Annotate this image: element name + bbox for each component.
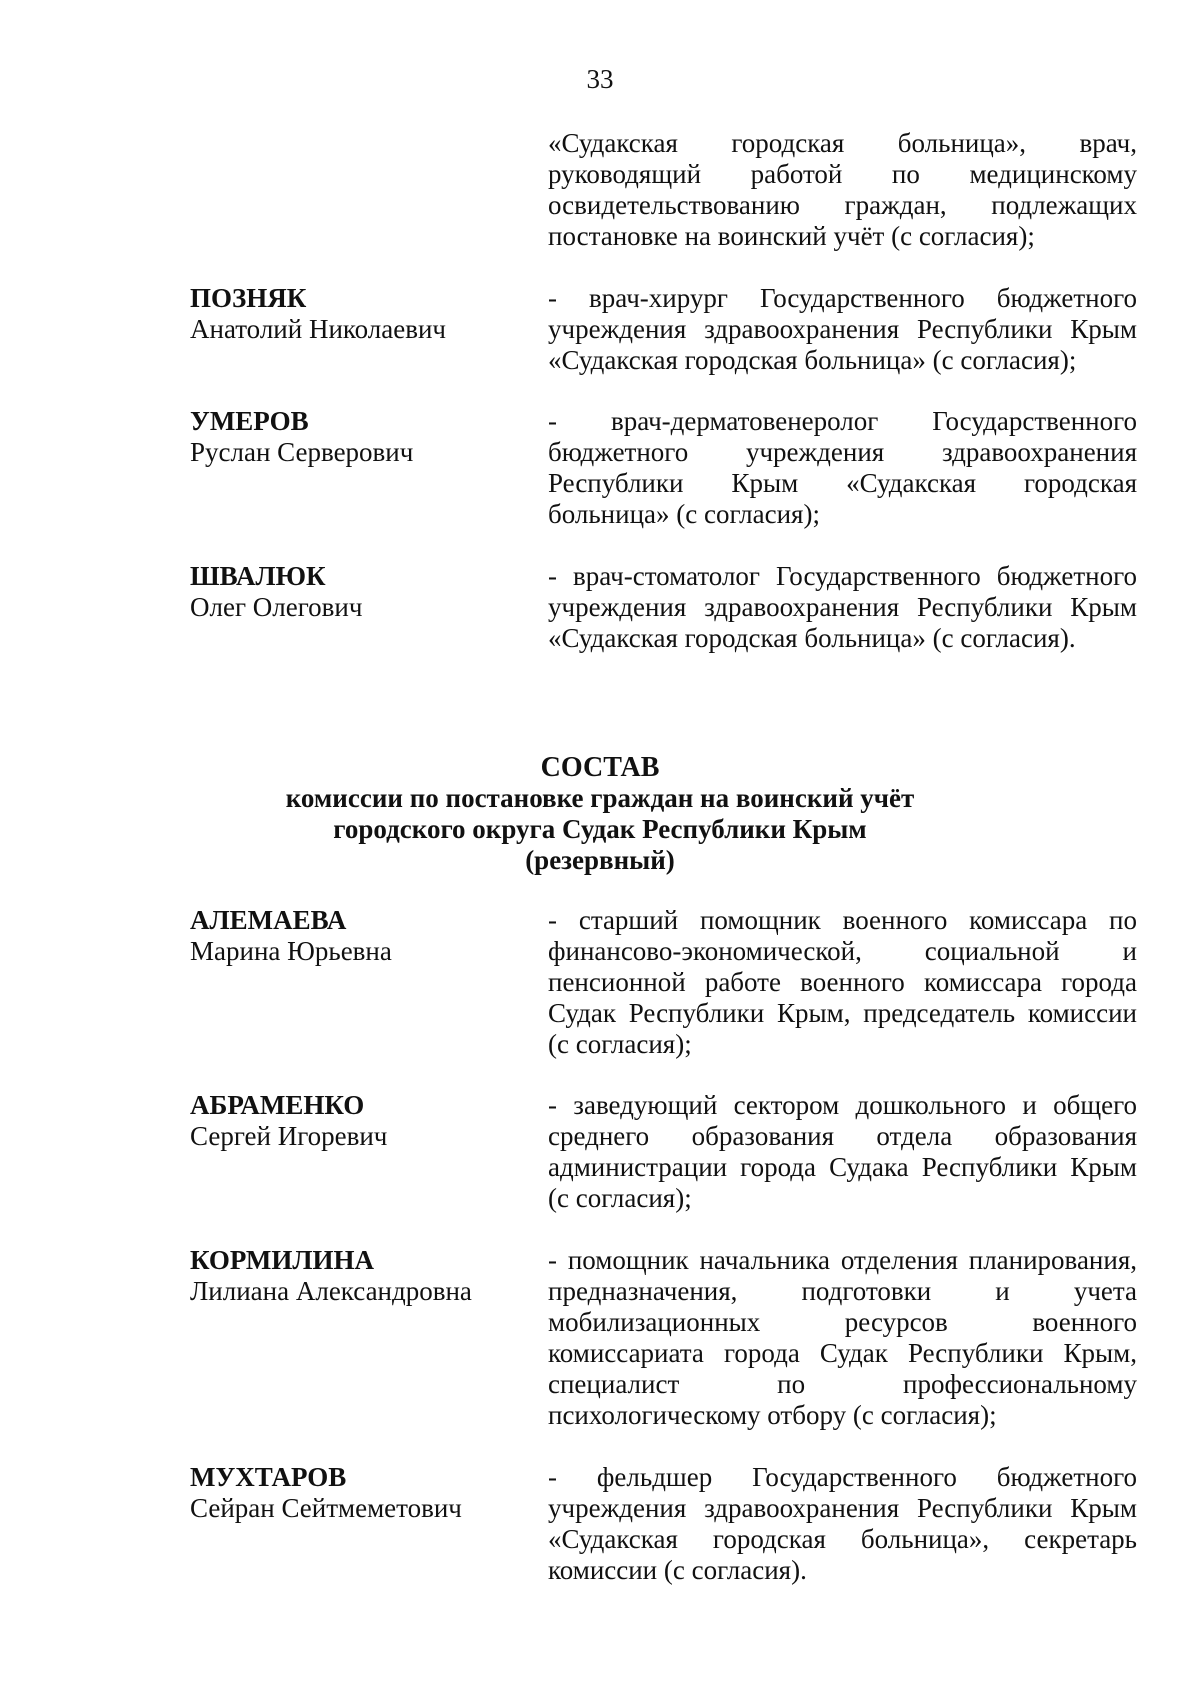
- member-role: - старший помощник военного комиссара по финансово-экономической, социальной и пенсионной работе военного комиссара города Судак Республики Крым, председатель комиссии (с согласия);: [548, 905, 1137, 1059]
- member-entry: [190, 406, 530, 468]
- member-entry: [190, 1245, 530, 1307]
- member-surname: УМЕРОВ: [190, 406, 309, 436]
- section-subtitle-line2: городского округа Судак Республики Крым: [333, 814, 867, 844]
- member-surname: АЛЕМАЕВА: [190, 905, 347, 935]
- member-surname: МУХТАРОВ: [190, 1462, 347, 1492]
- member-surname: КОРМИЛИНА: [190, 1245, 374, 1275]
- member-role: - фельдшер Государственного бюджетного учреждения здравоохранения Республики Крым «Судакская городская больница», секретарь комиссии (с согласия).: [548, 1462, 1137, 1585]
- member-entry: [190, 283, 530, 345]
- section-subtitle-line1: комиссии по постановке граждан на воинский учёт: [285, 783, 915, 813]
- member-entry: [190, 905, 530, 967]
- continuation-text: «Судакская городская больница», врач, руководящий работой по медицинскому освидетельствованию граждан, подлежащих постановке на воинский учёт (с согласия);: [548, 128, 1137, 251]
- member-role: - врач-дерматовенеролог Государственного бюджетного учреждения здравоохранения Республики Крым «Судакская городская больница» (с согласия);: [548, 406, 1137, 529]
- section-heading: [0, 752, 1200, 876]
- section-subtitle-line3: (резервный): [525, 845, 675, 875]
- member-given-name: Анатолий Николаевич: [190, 314, 446, 344]
- page-number: 33: [586, 64, 614, 94]
- member-entry: [190, 1462, 530, 1524]
- member-role: - помощник начальника отделения планирования, предназначения, подготовки и учета мобилизационных ресурсов военного комиссариата города Судак Республики Крым, специалист по профессиональному психологическому отбору (с согласия);: [548, 1245, 1137, 1430]
- member-surname: ПОЗНЯК: [190, 283, 307, 313]
- member-entry: [190, 561, 530, 623]
- member-role: - врач-хирург Государственного бюджетного учреждения здравоохранения Республики Крым «Судакская городская больница» (с согласия);: [548, 283, 1137, 375]
- member-given-name: Олег Олегович: [190, 592, 363, 622]
- member-given-name: Лилиана Александровна: [190, 1276, 472, 1306]
- member-surname: АБРАМЕНКО: [190, 1090, 365, 1120]
- member-surname: ШВАЛЮК: [190, 561, 326, 591]
- section-title: СОСТАВ: [540, 752, 660, 783]
- member-entry: [190, 1090, 530, 1152]
- member-role: - врач-стоматолог Государственного бюджетного учреждения здравоохранения Республики Крым «Судакская городская больница» (с согласия).: [548, 561, 1137, 653]
- member-role: - заведующий сектором дошкольного и общего среднего образования отдела образования администрации города Судака Республики Крым (с согласия);: [548, 1090, 1137, 1213]
- member-given-name: Марина Юрьевна: [190, 936, 392, 966]
- member-given-name: Руслан Серверович: [190, 437, 414, 467]
- member-given-name: Сейран Сейтмеметович: [190, 1493, 462, 1523]
- member-given-name: Сергей Игоревич: [190, 1121, 388, 1151]
